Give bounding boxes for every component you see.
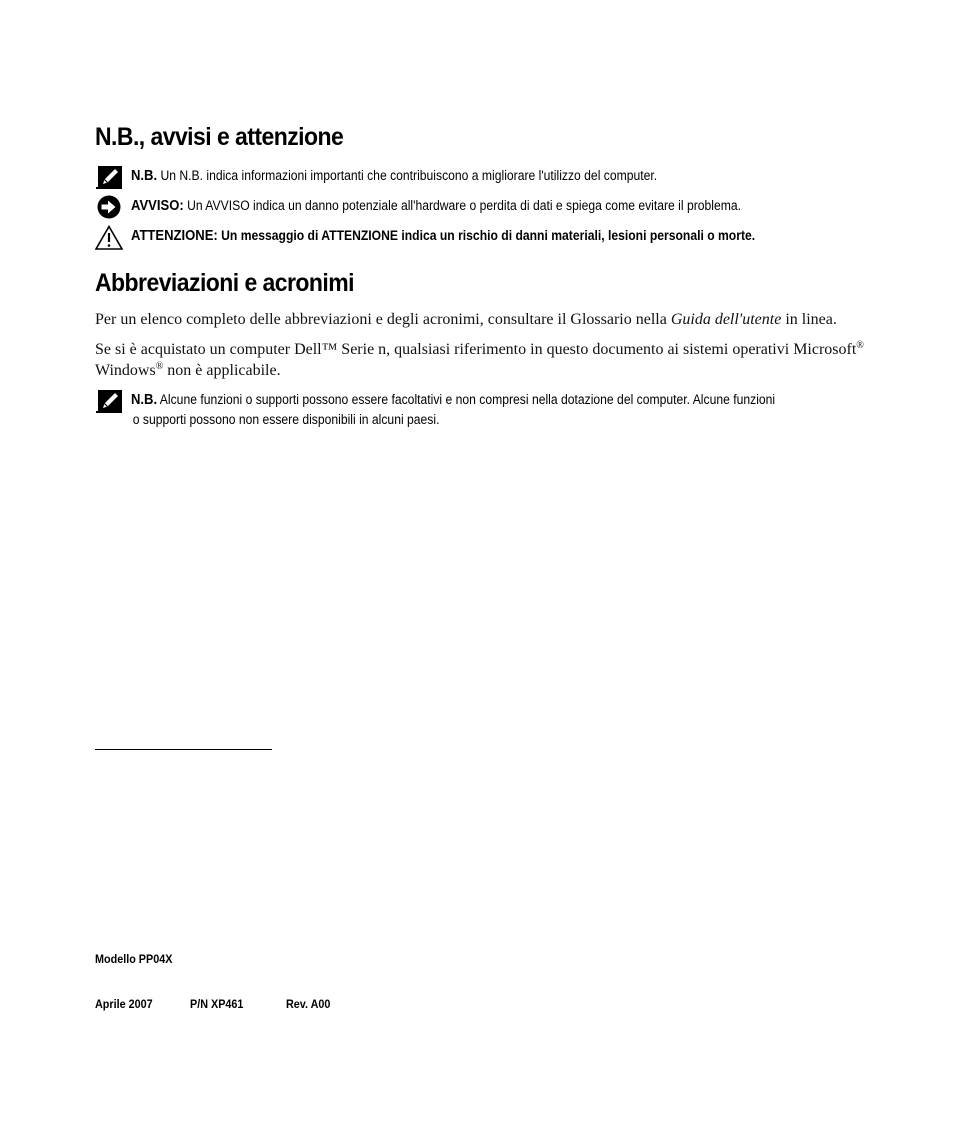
notice-text: Un AVVISO indica un danno potenziale all'hardware o perdita di dati e spiega come evitare il problema. xyxy=(183,198,741,213)
note-label: N.B. xyxy=(131,168,158,184)
release-date: Aprile 2007 xyxy=(95,997,153,1011)
notice-label: AVVISO: xyxy=(131,198,184,214)
caution-triangle-icon xyxy=(95,225,123,251)
note-label: N.B. xyxy=(131,392,158,408)
caution-label: ATTENZIONE: xyxy=(131,228,218,244)
revision: Rev. A00 xyxy=(286,997,331,1011)
glossary-paragraph: Per un elenco completo delle abbreviazioni e degli acronimi, consultare il Glossario nella Guida dell'utente in linea. xyxy=(95,311,837,328)
section-title-notes: N.B., avvisi e attenzione xyxy=(95,123,344,151)
model-number: Modello PP04X xyxy=(95,952,173,966)
note-text-line2: o supporti possono non essere disponibili in alcuni paesi. xyxy=(132,412,440,427)
note-text: Un N.B. indica informazioni importanti che contribuiscono a migliorare l'utilizzo del computer. xyxy=(157,168,658,183)
note-text-line1: Alcune funzioni o supporti possono essere facoltativi e non compresi nella dotazione del computer. Alcune funzioni xyxy=(157,392,776,407)
section-title-abbreviations: Abbreviazioni e acronimi xyxy=(95,269,354,297)
user-guide-title: Guida dell'utente xyxy=(670,311,782,328)
caution-text: Un messaggio di ATTENZIONE indica un rischio di danni materiali, lesioni personali o morte. xyxy=(217,228,756,243)
footnote-divider xyxy=(95,749,272,750)
pencil-note-icon xyxy=(95,165,123,191)
pencil-note-icon xyxy=(95,389,123,415)
notice-arrow-icon xyxy=(95,195,123,221)
windows-paragraph: Se si è acquistato un computer Dell™ Serie n, qualsiasi riferimento in questo documento ai sistemi operativi Microsoft® Windows® non è applicabile. xyxy=(95,340,864,379)
part-number: P/N XP461 xyxy=(190,997,244,1011)
